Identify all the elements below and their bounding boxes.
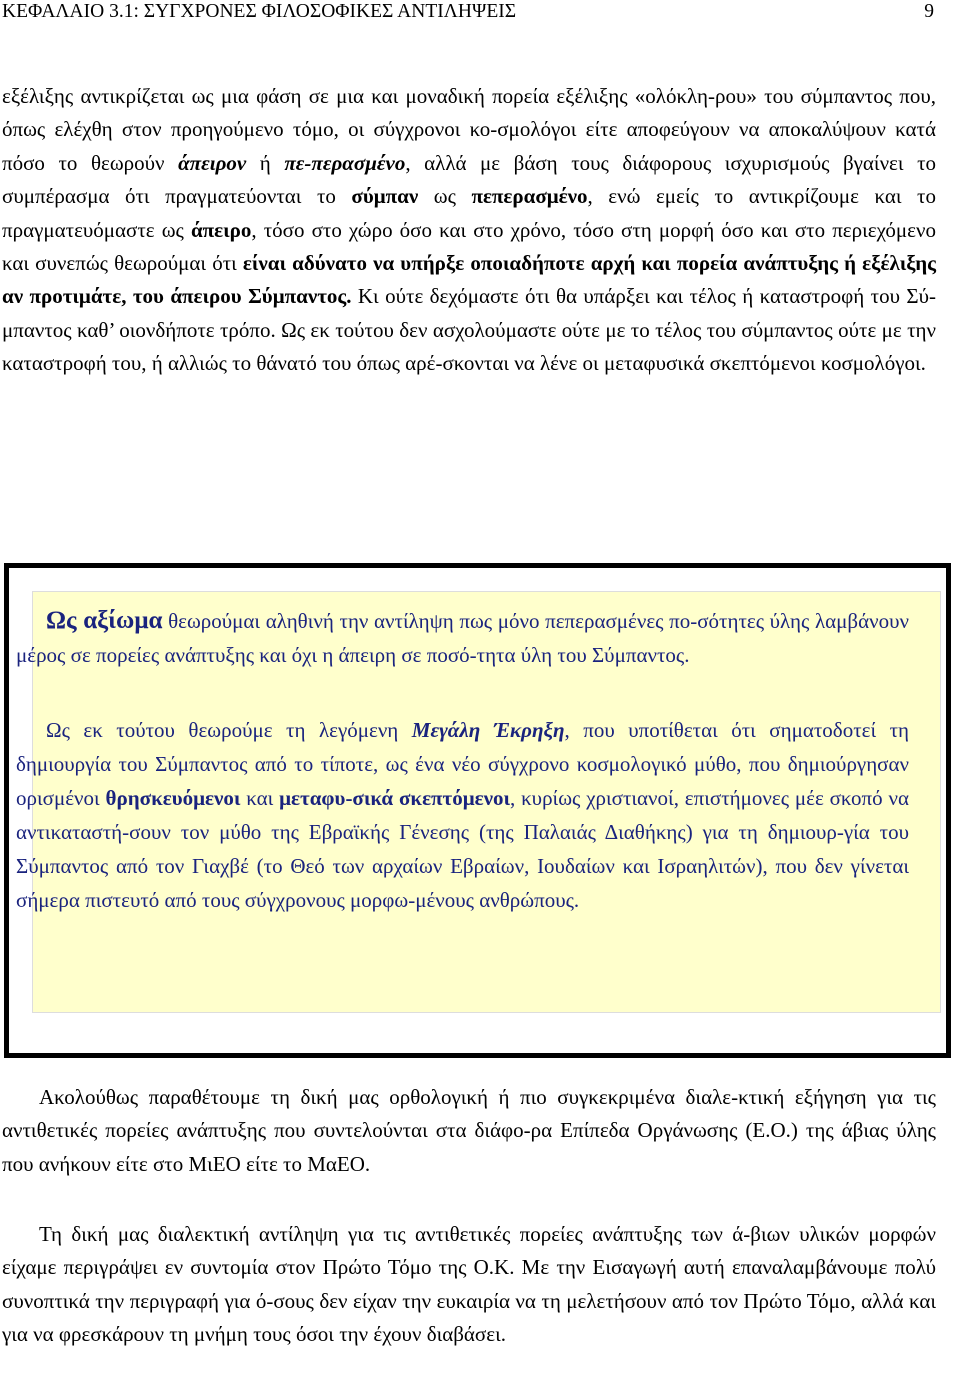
chapter-title: ΚΕΦΑΛΑΙΟ 3.1: ΣΥΓΧΡΟΝΕΣ ΦΙΛΟΣΟΦΙΚΕΣ ΑΝΤΙΛΗΨΕΙΣ [2, 1, 517, 22]
emphasis-peperasmeno: πε-περασμένο [284, 150, 406, 175]
text-run: Κι ούτε δεχόμαστε ότι θα υπάρξει και τέλος ή καταστροφή του Σύ-μπαντος καθ’ οιονδήποτε τρόπο. Ως εκ τούτου δεν ασχολούμαστε ούτε με το τέλος του σύμπαντος ούτε με την καταστροφή του, ή αλλιώς το θάνατό του όπως αρέ-σκονται να λένε οι μεταφυσικά σκεπτόμενοι κοσμολόγοι. [2, 284, 936, 376]
paragraph-intro [2, 80, 936, 381]
bold-peperasmeno: πεπερασμένο [471, 184, 588, 209]
big-bang-paragraph [16, 713, 909, 917]
bold-religious: θρησκευόμενοι [105, 786, 241, 810]
text-run: ως [418, 184, 472, 209]
bold-statement: είναι αδύνατο να υπήρξε οποιαδήποτε αρχή και πορεία ανάπτυξης ή εξέλιξης αν προτιμάτε, του άπειρου Σύμπαντος. [2, 251, 936, 309]
text-run: , που υποτίθεται ότι σηματοδοτεί τη δημιουργία του Σύμπαντος από το τίποτε, ως ένα νέο σύγχρονο κοσμολογικό μύθο, που δημιούργησαν ορισμένοι [16, 718, 910, 810]
bold-sympan: σύμπαν [351, 184, 419, 209]
page-header [0, 0, 934, 30]
text-run: θεωρούμαι αληθινή την αντίληψη πως μόνο πεπερασμένες πο-σότητες ύλης λαμβάνουν μέρος σε πορείες ανάπτυξης και όχι η άπειρη σε ποσό-τητα ύλη του Σύμπαντος. [16, 609, 909, 667]
text-run: ή [246, 150, 285, 175]
text-run: , αλλά με βάση τους διάφορους ισχυρισμούς βγαίνει το συμπέρασμα ότι πραγματεύονται το [2, 150, 937, 209]
bold-metaphysical: μεταφυ-σικά σκεπτόμενοι [279, 786, 510, 810]
text-run: και [240, 786, 280, 810]
text-run: Ως εκ τούτου θεωρούμε τη λεγόμενη [46, 718, 412, 742]
paragraph-explanation: Ακολούθως παραθέτουμε τη δική μας ορθολογική ή πιο συγκεκριμένα διαλε-κτική εξήγηση για τις αντιθετικές πορείες ανάπτυξης που συντελούνται στα διάφο-ρα Επίπεδα Οργάνωσης (Ε.Ο.) της άβιας ύλης που ανήκουν είτε στο ΜιΕΟ είτε το ΜαΕΟ. [2, 1085, 936, 1176]
text-run: , τόσο στο χώρο όσο και στο χρόνο, τόσο στη μορφή όσο και στο περιεχόμενο και συνεπώς θεωρούμαι ότι [2, 217, 936, 276]
axiom-paragraph [16, 604, 909, 672]
text-run: εξέλιξης αντικρίζεται ως μια φάση σε μια και μοναδική πορεία εξέλιξης «ολόκλη-ρου» του σύμπαντος που, όπως ελέχθη στον προηγούμενο τόμο, οι σύγχρονοι κο-σμολόγοι είτε αποφεύγουν να αποκαλύψουν κατά πόσο το θεωρούν [2, 84, 936, 175]
emphasis-big-bang: Μεγάλη Έκρηξη [411, 718, 565, 742]
text-run: , κυρίως χριστιανοί, επιστήμονες μέε σκοπό να αντικαταστή-σουν τον μύθο της Εβραϊκής Γένεσης (της Παλαιάς Διαθήκης) για τη δημιουρ-γία του Σύμπαντος από τον Γιαχβέ (το Θεό των αρχαίων Εβραίων, Ιουδαίων και Ισραηλιτών), που δεν γίνεται σήμερα πιστευτό από τους σύγχρονους μορφω-μένους ανθρώπους. [16, 786, 909, 912]
emphasis-apeiron: άπειρον [178, 150, 247, 175]
paragraph-summary: Τη δική μας διαλεκτική αντίληψη για τις αντιθετικές πορείες ανάπτυξης των ά-βιων υλικών μορφών είχαμε περιγράψει εν συντομία στον Πρώτο Τόμο της Ο.Κ. Με την Εισαγωγή αυτή επαναλαμβάνουμε πολύ συνοπτικά την περιγραφή για ό-σους δεν είχαν την ευκαιρία να τη μελετήσουν από τον Πρώτο Τόμο, αλλά και για να φρεσκάρουν τη μνήμη τους όσοι την έχουν διαβάσει. [2, 1222, 936, 1347]
axiom-box [4, 563, 951, 1058]
text-run: , ενώ εμείς το αντικρίζουμε και το πραγματευόμαστε ως [2, 184, 936, 242]
axiom-lead: Ως αξίωμα [46, 607, 163, 634]
bold-apeiro: άπειρο [190, 217, 252, 242]
page-number: 9 [924, 1, 934, 22]
